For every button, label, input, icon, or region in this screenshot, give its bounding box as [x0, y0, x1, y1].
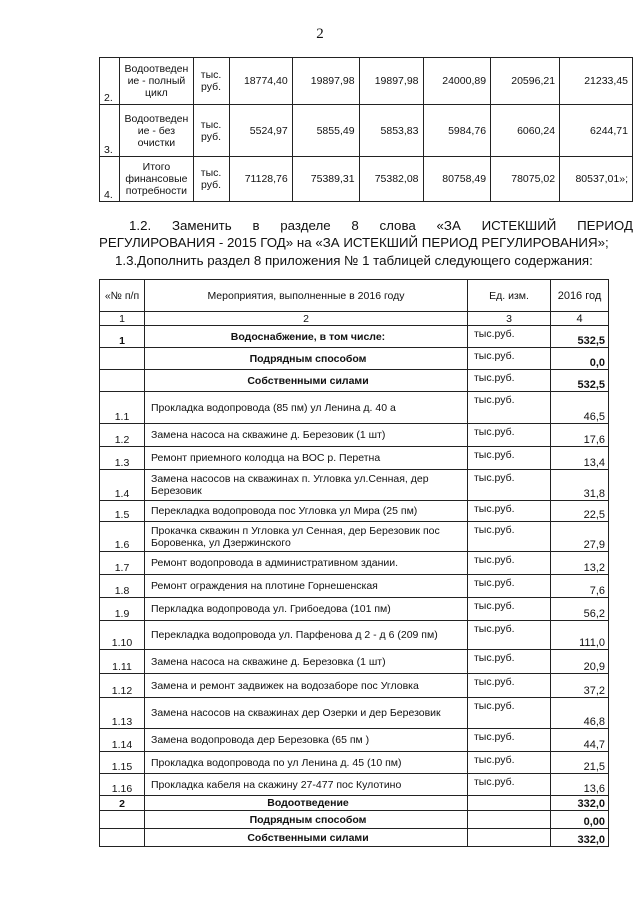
row-activity: Прокладка водопровода (85 пм) ул Ленина д. 40 а: [145, 392, 468, 424]
row-unit: [468, 811, 551, 829]
row-value: 27,9: [551, 522, 609, 552]
row-number: [100, 348, 145, 370]
row-value: 6060,24: [491, 105, 560, 157]
row-activity: Собственными силами: [145, 370, 468, 392]
row-unit: тыс.руб.: [468, 552, 551, 575]
row-value: 111,0: [551, 621, 609, 650]
table-row: [100, 575, 609, 598]
table-row: [100, 501, 609, 522]
table-row: [100, 348, 609, 370]
row-value: 22,5: [551, 501, 609, 522]
row-value: 13,4: [551, 447, 609, 470]
row-number: 4.: [100, 157, 120, 202]
row-number: 1.13: [100, 698, 145, 729]
table-row: [100, 729, 609, 752]
table-row: [100, 522, 609, 552]
row-number: [100, 811, 145, 829]
row-name: Итого финансовые потребности: [120, 157, 193, 202]
row-activity: Собственными силами: [145, 829, 468, 847]
paragraph-1-2: [99, 217, 633, 251]
table-row: [100, 774, 609, 796]
row-number: 1.6: [100, 522, 145, 552]
table-row: [100, 811, 609, 829]
row-number: 1.4: [100, 470, 145, 501]
row-number: 1.11: [100, 650, 145, 674]
row-value: 0,0: [551, 348, 609, 370]
row-value: 71128,76: [229, 157, 292, 202]
row-activity: Водоотведение: [145, 796, 468, 811]
row-unit: тыс.руб.: [468, 501, 551, 522]
row-value: 31,8: [551, 470, 609, 501]
row-unit: тыс.руб.: [468, 470, 551, 501]
header-activities: Мероприятия, выполненные в 2016 году: [145, 280, 468, 312]
row-activity: Замена насосов на скважинах дер Озерки и дер Березовик: [145, 698, 468, 729]
row-value: 46,8: [551, 698, 609, 729]
row-activity: Подрядным способом: [145, 811, 468, 829]
row-unit: тыс.руб.: [468, 326, 551, 348]
paragraph-1-2-line-2: РЕГУЛИРОВАНИЯ - 2015 ГОД» на «ЗА ИСТЕКШИЙ ПЕРИОД РЕГУЛИРОВАНИЯ»;: [99, 235, 609, 250]
row-number: 1.14: [100, 729, 145, 752]
row-number: 1.8: [100, 575, 145, 598]
row-value: 5524,97: [229, 105, 292, 157]
row-activity: Перекладка водопровода ул. Парфенова д 2 - д 6 (209 пм): [145, 621, 468, 650]
row-unit: тыс.руб.: [468, 424, 551, 447]
row-activity: Прокладка водопровода по ул Ленина д. 45 (10 пм): [145, 752, 468, 774]
row-name: Водоотведен ие - полный цикл: [120, 58, 193, 105]
row-number: 1.1: [100, 392, 145, 424]
row-value: 75382,08: [359, 157, 423, 202]
row-unit: тыс.руб.: [468, 348, 551, 370]
table-row: [100, 698, 609, 729]
row-unit: [468, 796, 551, 811]
financial-needs-table: [99, 57, 633, 202]
row-activity: Перкладка водопровода ул. Грибоедова (101 пм): [145, 598, 468, 621]
row-unit: тыс.руб.: [468, 774, 551, 796]
row-unit: тыс. руб.: [193, 105, 229, 157]
row-value: 13,6: [551, 774, 609, 796]
row-unit: [468, 829, 551, 847]
row-unit: тыс.руб.: [468, 674, 551, 698]
column-numbers-row: [100, 312, 609, 326]
word: «ЗА: [436, 218, 461, 233]
row-unit: тыс.руб.: [468, 370, 551, 392]
row-activity: Замена и ремонт задвижек на водозаборе пос Угловка: [145, 674, 468, 698]
word: Заменить: [171, 218, 232, 233]
row-unit: тыс.руб.: [468, 698, 551, 729]
col-num-3: 3: [468, 312, 551, 326]
row-value: 80758,49: [423, 157, 491, 202]
row-number: 1.12: [100, 674, 145, 698]
row-value: 75389,31: [292, 157, 359, 202]
row-number: 1.3: [100, 447, 145, 470]
row-name: Водоотведен ие - без очистки: [120, 105, 193, 157]
word: разделе: [280, 218, 331, 233]
row-number: 3.: [100, 105, 120, 157]
row-value: 46,5: [551, 392, 609, 424]
table-row: [100, 392, 609, 424]
row-value: 19897,98: [292, 58, 359, 105]
table-row: [100, 370, 609, 392]
row-number: 1.7: [100, 552, 145, 575]
col-num-1: 1: [100, 312, 145, 326]
table-row: [100, 552, 609, 575]
row-value: 20,9: [551, 650, 609, 674]
table-header-row: [100, 280, 609, 312]
table-row: [100, 752, 609, 774]
row-unit: тыс.руб.: [468, 752, 551, 774]
table-row: [100, 157, 633, 202]
row-value: 0,00: [551, 811, 609, 829]
row-value: 5984,76: [423, 105, 491, 157]
row-value: 5853,83: [359, 105, 423, 157]
row-activity: Ремонт приемного колодца на ВОС р. Перетна: [145, 447, 468, 470]
row-number: [100, 829, 145, 847]
word: ИСТЕКШИЙ: [481, 218, 557, 233]
row-number: 1.2: [100, 424, 145, 447]
table-row: [100, 621, 609, 650]
row-value: 7,6: [551, 575, 609, 598]
row-value: 24000,89: [423, 58, 491, 105]
row-value: 20596,21: [491, 58, 560, 105]
row-value: 37,2: [551, 674, 609, 698]
row-number: 1: [100, 326, 145, 348]
table-row: [100, 447, 609, 470]
row-activity: Ремонт водопровода в административном здании.: [145, 552, 468, 575]
table-row: [100, 598, 609, 621]
page-number: 2: [316, 26, 324, 42]
row-value: 6244,71: [560, 105, 633, 157]
row-value: 21233,45: [560, 58, 633, 105]
row-activity: Прокладка кабеля на скажину 27-477 пос Кулотино: [145, 774, 468, 796]
row-number: 1.16: [100, 774, 145, 796]
row-unit: тыс.руб.: [468, 621, 551, 650]
table-row: [100, 326, 609, 348]
table-row: [100, 424, 609, 447]
row-unit: тыс.руб.: [468, 522, 551, 552]
row-value: 44,7: [551, 729, 609, 752]
row-value: 56,2: [551, 598, 609, 621]
paragraph-1-3: [99, 252, 633, 269]
row-value: 532,5: [551, 370, 609, 392]
row-activity: Замена насосов на скважинах п. Угловка ул.Сенная, дер Березовик: [145, 470, 468, 501]
paragraph-1-2-line-1: [99, 217, 633, 234]
row-unit: тыс.руб.: [468, 575, 551, 598]
row-unit: тыс.руб.: [468, 447, 551, 470]
row-activity: Прокачка скважин п Угловка ул Сенная, дер Березовик пос Боровенка, ул Дзержинского: [145, 522, 468, 552]
word: слова: [379, 218, 416, 233]
row-number: 1.10: [100, 621, 145, 650]
table-row: [100, 470, 609, 501]
row-value: 13,2: [551, 552, 609, 575]
row-value: 332,0: [551, 796, 609, 811]
row-value: 17,6: [551, 424, 609, 447]
row-number: 2: [100, 796, 145, 811]
row-activity: Ремонт ограждения на плотине Горнешенская: [145, 575, 468, 598]
row-value: 78075,02: [491, 157, 560, 202]
col-num-4: 4: [551, 312, 609, 326]
table-row: [100, 796, 609, 811]
row-unit: тыс.руб.: [468, 598, 551, 621]
row-value: 19897,98: [359, 58, 423, 105]
row-activity: Замена насоса на скважине д. Березовка (1 шт): [145, 650, 468, 674]
header-year: 2016 год: [551, 280, 609, 312]
col-num-2: 2: [145, 312, 468, 326]
row-activity: Водоснабжение, в том числе:: [145, 326, 468, 348]
table-row: [100, 58, 633, 105]
row-number: 2.: [100, 58, 120, 105]
word: ПЕРИОД: [577, 218, 633, 233]
row-unit: тыс.руб.: [468, 392, 551, 424]
row-value: 332,0: [551, 829, 609, 847]
row-activity: Перекладка водопровода пос Угловка ул Мира (25 пм): [145, 501, 468, 522]
paragraph-1-3-text: 1.3.Дополнить раздел 8 приложения № 1 таблицей следующего содержания:: [115, 253, 593, 268]
word: 8: [351, 218, 359, 233]
activities-table: [99, 279, 609, 847]
row-number: 1.15: [100, 752, 145, 774]
row-unit: тыс. руб.: [193, 157, 229, 202]
word: 1.2.: [129, 218, 152, 233]
row-value: 18774,40: [229, 58, 292, 105]
row-activity: Замена насоса на скважине д. Березовик (1 шт): [145, 424, 468, 447]
row-unit: тыс.руб.: [468, 650, 551, 674]
row-value: 5855,49: [292, 105, 359, 157]
header-number: «№ п/п: [100, 280, 145, 312]
row-value: 21,5: [551, 752, 609, 774]
row-unit: тыс.руб.: [468, 729, 551, 752]
table-row: [100, 650, 609, 674]
row-number: [100, 370, 145, 392]
header-unit: Ед. изм.: [468, 280, 551, 312]
row-number: 1.5: [100, 501, 145, 522]
row-activity: Замена водопровода дер Березовка (65 пм ): [145, 729, 468, 752]
table-row: [100, 105, 633, 157]
row-value: 80537,01»;: [560, 157, 633, 202]
row-unit: тыс. руб.: [193, 58, 229, 105]
table-row: [100, 829, 609, 847]
table-row: [100, 674, 609, 698]
row-activity: Подрядным способом: [145, 348, 468, 370]
row-value: 532,5: [551, 326, 609, 348]
word: в: [252, 218, 260, 233]
row-number: 1.9: [100, 598, 145, 621]
